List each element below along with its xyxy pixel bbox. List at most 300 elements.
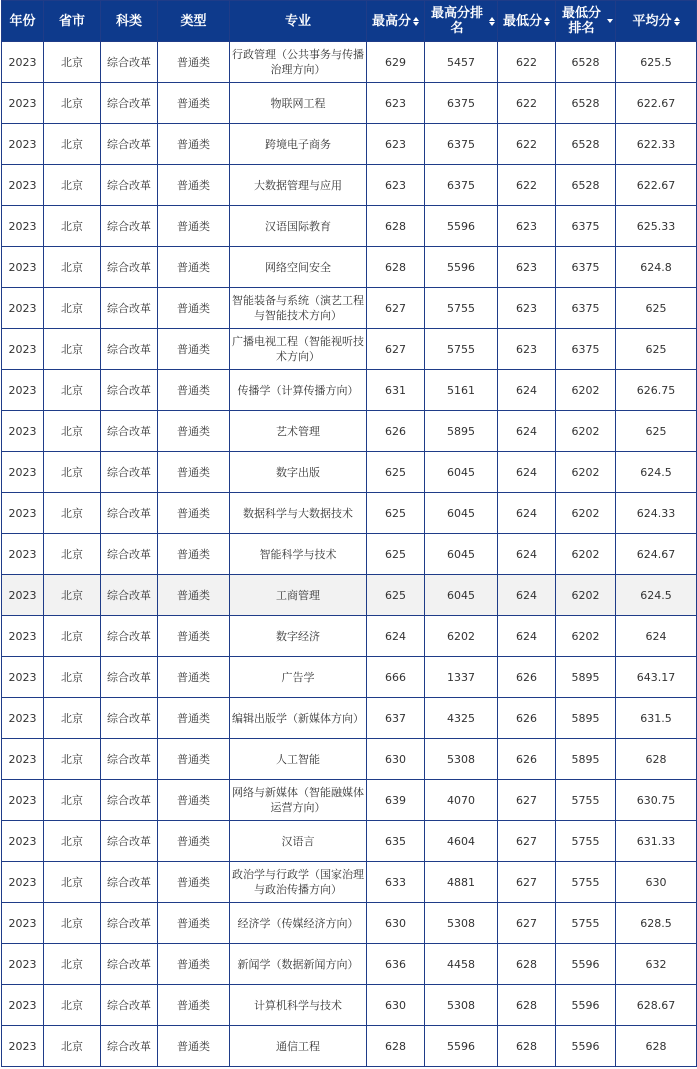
table-row	[2, 165, 697, 206]
avg-score-cell: 624.33	[616, 493, 697, 534]
min-rank-cell: 5895	[556, 739, 616, 780]
score-table	[1, 0, 697, 1067]
avg-score-cell: 624.5	[616, 575, 697, 616]
max-rank-cell: 5308	[425, 739, 498, 780]
year-cell: 2023	[2, 42, 44, 83]
avg-score-cell: 622.33	[616, 124, 697, 165]
type-cell: 普通类	[158, 862, 230, 903]
max-rank-cell: 5755	[425, 288, 498, 329]
min-score-cell: 628	[498, 944, 556, 985]
type-cell: 普通类	[158, 370, 230, 411]
col-max-score-label: 最高分	[371, 13, 411, 29]
min-score-cell: 623	[498, 206, 556, 247]
subject-cell: 综合改革	[101, 206, 158, 247]
subject-cell: 综合改革	[101, 124, 158, 165]
type-cell: 普通类	[158, 206, 230, 247]
subject-cell: 综合改革	[101, 985, 158, 1026]
subject-cell: 综合改革	[101, 862, 158, 903]
min-rank-cell: 5895	[556, 657, 616, 698]
province-cell: 北京	[44, 657, 101, 698]
year-cell: 2023	[2, 985, 44, 1026]
max-rank-cell: 5596	[425, 247, 498, 288]
table-row	[2, 616, 697, 657]
max-score-cell: 635	[367, 821, 425, 862]
table-row	[2, 903, 697, 944]
major-cell: 经济学（传媒经济方向）	[230, 903, 367, 944]
type-cell: 普通类	[158, 1026, 230, 1067]
province-cell: 北京	[44, 206, 101, 247]
col-min-rank-header[interactable]	[556, 1, 616, 42]
province-cell: 北京	[44, 452, 101, 493]
year-cell: 2023	[2, 329, 44, 370]
province-cell: 北京	[44, 739, 101, 780]
min-score-cell: 622	[498, 83, 556, 124]
type-cell: 普通类	[158, 944, 230, 985]
table-row	[2, 370, 697, 411]
sort-down-icon[interactable]	[607, 19, 613, 23]
province-cell: 北京	[44, 985, 101, 1026]
min-score-cell: 626	[498, 657, 556, 698]
min-score-cell: 628	[498, 1026, 556, 1067]
type-cell: 普通类	[158, 493, 230, 534]
major-cell: 广告学	[230, 657, 367, 698]
max-rank-cell: 6375	[425, 165, 498, 206]
max-rank-cell: 6045	[425, 575, 498, 616]
max-score-cell: 636	[367, 944, 425, 985]
min-rank-cell: 6202	[556, 411, 616, 452]
province-cell: 北京	[44, 165, 101, 206]
subject-cell: 综合改革	[101, 370, 158, 411]
avg-score-cell: 628.5	[616, 903, 697, 944]
col-avg-score-header[interactable]	[616, 1, 697, 42]
table-row	[2, 206, 697, 247]
major-cell: 汉语言	[230, 821, 367, 862]
avg-score-cell: 625	[616, 288, 697, 329]
col-major-label: 专业	[284, 13, 311, 29]
max-score-cell: 630	[367, 903, 425, 944]
major-cell: 工商管理	[230, 575, 367, 616]
min-score-cell: 624	[498, 534, 556, 575]
province-cell: 北京	[44, 616, 101, 657]
table-row	[2, 944, 697, 985]
col-min-score-label: 最低分	[502, 13, 542, 29]
year-cell: 2023	[2, 370, 44, 411]
max-score-cell: 623	[367, 83, 425, 124]
year-cell: 2023	[2, 124, 44, 165]
subject-cell: 综合改革	[101, 165, 158, 206]
min-score-cell: 624	[498, 370, 556, 411]
subject-cell: 综合改革	[101, 83, 158, 124]
major-cell: 广播电视工程（智能视听技术方向）	[230, 329, 367, 370]
table-body	[2, 42, 697, 1067]
col-max-score-header[interactable]	[367, 1, 425, 42]
min-rank-cell: 6202	[556, 452, 616, 493]
type-cell: 普通类	[158, 739, 230, 780]
min-rank-cell: 6528	[556, 83, 616, 124]
type-cell: 普通类	[158, 452, 230, 493]
max-score-cell: 628	[367, 206, 425, 247]
year-cell: 2023	[2, 288, 44, 329]
avg-score-cell: 631.5	[616, 698, 697, 739]
major-cell: 跨境电子商务	[230, 124, 367, 165]
max-score-cell: 627	[367, 329, 425, 370]
sort-both-icon[interactable]	[489, 17, 495, 26]
min-rank-cell: 6375	[556, 288, 616, 329]
max-rank-cell: 4604	[425, 821, 498, 862]
type-cell: 普通类	[158, 42, 230, 83]
min-rank-cell: 6202	[556, 575, 616, 616]
major-cell: 通信工程	[230, 1026, 367, 1067]
col-min-score-header-wrap	[503, 14, 550, 29]
type-cell: 普通类	[158, 83, 230, 124]
major-cell: 编辑出版学（新媒体方向）	[230, 698, 367, 739]
min-rank-cell: 5596	[556, 985, 616, 1026]
max-score-cell: 633	[367, 862, 425, 903]
col-type-header-wrap	[180, 14, 206, 29]
table-row	[2, 985, 697, 1026]
year-cell: 2023	[2, 944, 44, 985]
max-score-cell: 627	[367, 288, 425, 329]
subject-cell: 综合改革	[101, 329, 158, 370]
avg-score-cell: 626.75	[616, 370, 697, 411]
max-rank-cell: 5755	[425, 329, 498, 370]
col-max-rank-header-wrap	[427, 6, 495, 36]
subject-cell: 综合改革	[101, 575, 158, 616]
province-cell: 北京	[44, 862, 101, 903]
table-row	[2, 329, 697, 370]
avg-score-cell: 625.5	[616, 42, 697, 83]
year-cell: 2023	[2, 534, 44, 575]
max-rank-cell: 4881	[425, 862, 498, 903]
major-cell: 艺术管理	[230, 411, 367, 452]
province-cell: 北京	[44, 411, 101, 452]
province-cell: 北京	[44, 247, 101, 288]
type-cell: 普通类	[158, 985, 230, 1026]
province-cell: 北京	[44, 821, 101, 862]
table-row	[2, 780, 697, 821]
subject-cell: 综合改革	[101, 821, 158, 862]
col-type-label: 类型	[180, 13, 207, 29]
max-score-cell: 625	[367, 534, 425, 575]
max-rank-cell: 5308	[425, 985, 498, 1026]
type-cell: 普通类	[158, 288, 230, 329]
min-score-cell: 624	[498, 575, 556, 616]
min-rank-cell: 5755	[556, 862, 616, 903]
max-score-cell: 624	[367, 616, 425, 657]
max-rank-cell: 6202	[425, 616, 498, 657]
avg-score-cell: 622.67	[616, 165, 697, 206]
year-cell: 2023	[2, 493, 44, 534]
major-cell: 大数据管理与应用	[230, 165, 367, 206]
major-cell: 智能科学与技术	[230, 534, 367, 575]
province-cell: 北京	[44, 903, 101, 944]
avg-score-cell: 630	[616, 862, 697, 903]
major-cell: 计算机科学与技术	[230, 985, 367, 1026]
table-row	[2, 575, 697, 616]
min-rank-cell: 6528	[556, 165, 616, 206]
max-rank-cell: 6045	[425, 452, 498, 493]
max-rank-cell: 6375	[425, 124, 498, 165]
avg-score-cell: 622.67	[616, 83, 697, 124]
min-score-cell: 627	[498, 862, 556, 903]
year-cell: 2023	[2, 83, 44, 124]
min-score-cell: 627	[498, 821, 556, 862]
col-min-rank-header-wrap	[558, 6, 613, 36]
province-cell: 北京	[44, 1026, 101, 1067]
table-row	[2, 821, 697, 862]
min-rank-cell: 5755	[556, 903, 616, 944]
province-cell: 北京	[44, 698, 101, 739]
year-cell: 2023	[2, 657, 44, 698]
min-rank-cell: 6375	[556, 329, 616, 370]
table-row	[2, 739, 697, 780]
subject-cell: 综合改革	[101, 657, 158, 698]
type-cell: 普通类	[158, 780, 230, 821]
col-min-score-header[interactable]	[498, 1, 556, 42]
table-row	[2, 411, 697, 452]
type-cell: 普通类	[158, 411, 230, 452]
min-score-cell: 624	[498, 493, 556, 534]
col-subject-header-wrap	[116, 14, 142, 29]
avg-score-cell: 628	[616, 739, 697, 780]
avg-score-cell: 631.33	[616, 821, 697, 862]
col-type-header	[158, 1, 230, 42]
year-cell: 2023	[2, 165, 44, 206]
max-rank-cell: 5596	[425, 206, 498, 247]
max-score-cell: 626	[367, 411, 425, 452]
col-province-header-wrap	[59, 14, 85, 29]
subject-cell: 综合改革	[101, 739, 158, 780]
sort-both-icon[interactable]	[413, 17, 419, 26]
province-cell: 北京	[44, 780, 101, 821]
max-score-cell: 630	[367, 739, 425, 780]
avg-score-cell: 628.67	[616, 985, 697, 1026]
type-cell: 普通类	[158, 821, 230, 862]
max-score-cell: 625	[367, 493, 425, 534]
type-cell: 普通类	[158, 247, 230, 288]
type-cell: 普通类	[158, 903, 230, 944]
table-row	[2, 698, 697, 739]
max-rank-cell: 1337	[425, 657, 498, 698]
subject-cell: 综合改革	[101, 42, 158, 83]
min-score-cell: 624	[498, 616, 556, 657]
sort-both-icon[interactable]	[674, 17, 680, 26]
max-score-cell: 625	[367, 452, 425, 493]
table-row	[2, 83, 697, 124]
table-row	[2, 124, 697, 165]
subject-cell: 综合改革	[101, 944, 158, 985]
year-cell: 2023	[2, 1026, 44, 1067]
province-cell: 北京	[44, 288, 101, 329]
year-cell: 2023	[2, 206, 44, 247]
table-row	[2, 534, 697, 575]
subject-cell: 综合改革	[101, 534, 158, 575]
avg-score-cell: 624.67	[616, 534, 697, 575]
col-subject-header	[101, 1, 158, 42]
avg-score-cell: 624	[616, 616, 697, 657]
col-province-label: 省市	[58, 13, 85, 29]
avg-score-cell: 625	[616, 411, 697, 452]
min-rank-cell: 6528	[556, 124, 616, 165]
type-cell: 普通类	[158, 575, 230, 616]
province-cell: 北京	[44, 575, 101, 616]
major-cell: 网络与新媒体（智能融媒体运营方向）	[230, 780, 367, 821]
col-max-score-header-wrap	[372, 14, 419, 29]
province-cell: 北京	[44, 83, 101, 124]
avg-score-cell: 624.5	[616, 452, 697, 493]
min-score-cell: 622	[498, 165, 556, 206]
min-rank-cell: 5755	[556, 780, 616, 821]
col-max-rank-label: 最高分排名	[430, 6, 483, 36]
min-score-cell: 622	[498, 42, 556, 83]
max-score-cell: 631	[367, 370, 425, 411]
max-rank-cell: 5895	[425, 411, 498, 452]
major-cell: 新闻学（数据新闻方向）	[230, 944, 367, 985]
major-cell: 数据科学与大数据技术	[230, 493, 367, 534]
min-rank-cell: 6202	[556, 616, 616, 657]
min-score-cell: 628	[498, 985, 556, 1026]
max-score-cell: 629	[367, 42, 425, 83]
type-cell: 普通类	[158, 534, 230, 575]
major-cell: 数字出版	[230, 452, 367, 493]
max-rank-cell: 6045	[425, 493, 498, 534]
min-score-cell: 626	[498, 698, 556, 739]
subject-cell: 综合改革	[101, 452, 158, 493]
max-rank-cell: 6045	[425, 534, 498, 575]
year-cell: 2023	[2, 739, 44, 780]
avg-score-cell: 625	[616, 329, 697, 370]
subject-cell: 综合改革	[101, 411, 158, 452]
sort-both-icon[interactable]	[544, 17, 550, 26]
min-score-cell: 626	[498, 739, 556, 780]
max-score-cell: 625	[367, 575, 425, 616]
min-score-cell: 624	[498, 452, 556, 493]
min-score-cell: 623	[498, 247, 556, 288]
table-row	[2, 1026, 697, 1067]
min-rank-cell: 6375	[556, 247, 616, 288]
max-score-cell: 666	[367, 657, 425, 698]
subject-cell: 综合改革	[101, 903, 158, 944]
major-cell: 汉语国际教育	[230, 206, 367, 247]
col-min-rank-label: 最低分排名	[561, 6, 601, 36]
min-score-cell: 622	[498, 124, 556, 165]
type-cell: 普通类	[158, 329, 230, 370]
major-cell: 数字经济	[230, 616, 367, 657]
major-cell: 人工智能	[230, 739, 367, 780]
min-rank-cell: 6202	[556, 534, 616, 575]
province-cell: 北京	[44, 944, 101, 985]
table-row	[2, 657, 697, 698]
table-row	[2, 247, 697, 288]
major-cell: 政治学与行政学（国家治理与政治传播方向）	[230, 862, 367, 903]
col-max-rank-header[interactable]	[425, 1, 498, 42]
col-subject-label: 科类	[115, 13, 142, 29]
min-score-cell: 627	[498, 780, 556, 821]
year-cell: 2023	[2, 862, 44, 903]
table-row	[2, 452, 697, 493]
max-score-cell: 639	[367, 780, 425, 821]
min-score-cell: 623	[498, 329, 556, 370]
col-avg-score-label: 平均分	[632, 13, 672, 29]
type-cell: 普通类	[158, 165, 230, 206]
min-rank-cell: 6202	[556, 370, 616, 411]
max-score-cell: 628	[367, 1026, 425, 1067]
min-rank-cell: 6528	[556, 42, 616, 83]
year-cell: 2023	[2, 903, 44, 944]
avg-score-cell: 624.8	[616, 247, 697, 288]
subject-cell: 综合改革	[101, 288, 158, 329]
year-cell: 2023	[2, 780, 44, 821]
province-cell: 北京	[44, 42, 101, 83]
avg-score-cell: 643.17	[616, 657, 697, 698]
avg-score-cell: 625.33	[616, 206, 697, 247]
min-rank-cell: 5755	[556, 821, 616, 862]
max-rank-cell: 4070	[425, 780, 498, 821]
year-cell: 2023	[2, 575, 44, 616]
major-cell: 行政管理（公共事务与传播治理方向）	[230, 42, 367, 83]
avg-score-cell: 628	[616, 1026, 697, 1067]
col-year-header	[2, 1, 44, 42]
col-year-header-wrap	[9, 14, 35, 29]
major-cell: 物联网工程	[230, 83, 367, 124]
year-cell: 2023	[2, 616, 44, 657]
col-year-label: 年份	[9, 13, 36, 29]
avg-score-cell: 632	[616, 944, 697, 985]
province-cell: 北京	[44, 493, 101, 534]
max-rank-cell: 6375	[425, 83, 498, 124]
col-province-header	[44, 1, 101, 42]
year-cell: 2023	[2, 411, 44, 452]
type-cell: 普通类	[158, 657, 230, 698]
type-cell: 普通类	[158, 698, 230, 739]
subject-cell: 综合改革	[101, 616, 158, 657]
min-rank-cell: 6202	[556, 493, 616, 534]
max-score-cell: 623	[367, 124, 425, 165]
min-rank-cell: 5596	[556, 944, 616, 985]
subject-cell: 综合改革	[101, 493, 158, 534]
subject-cell: 综合改革	[101, 1026, 158, 1067]
subject-cell: 综合改革	[101, 780, 158, 821]
header-row	[2, 1, 697, 42]
subject-cell: 综合改革	[101, 247, 158, 288]
type-cell: 普通类	[158, 124, 230, 165]
year-cell: 2023	[2, 698, 44, 739]
max-score-cell: 630	[367, 985, 425, 1026]
table-row	[2, 862, 697, 903]
type-cell: 普通类	[158, 616, 230, 657]
table-row	[2, 493, 697, 534]
subject-cell: 综合改革	[101, 698, 158, 739]
major-cell: 传播学（计算传播方向）	[230, 370, 367, 411]
max-score-cell: 637	[367, 698, 425, 739]
max-rank-cell: 4325	[425, 698, 498, 739]
table-row	[2, 288, 697, 329]
min-rank-cell: 6375	[556, 206, 616, 247]
max-rank-cell: 5596	[425, 1026, 498, 1067]
province-cell: 北京	[44, 329, 101, 370]
min-score-cell: 623	[498, 288, 556, 329]
min-rank-cell: 5596	[556, 1026, 616, 1067]
max-rank-cell: 5457	[425, 42, 498, 83]
col-major-header	[230, 1, 367, 42]
year-cell: 2023	[2, 821, 44, 862]
min-rank-cell: 5895	[556, 698, 616, 739]
avg-score-cell: 630.75	[616, 780, 697, 821]
table-row	[2, 42, 697, 83]
province-cell: 北京	[44, 124, 101, 165]
max-rank-cell: 4458	[425, 944, 498, 985]
table-header	[2, 1, 697, 42]
